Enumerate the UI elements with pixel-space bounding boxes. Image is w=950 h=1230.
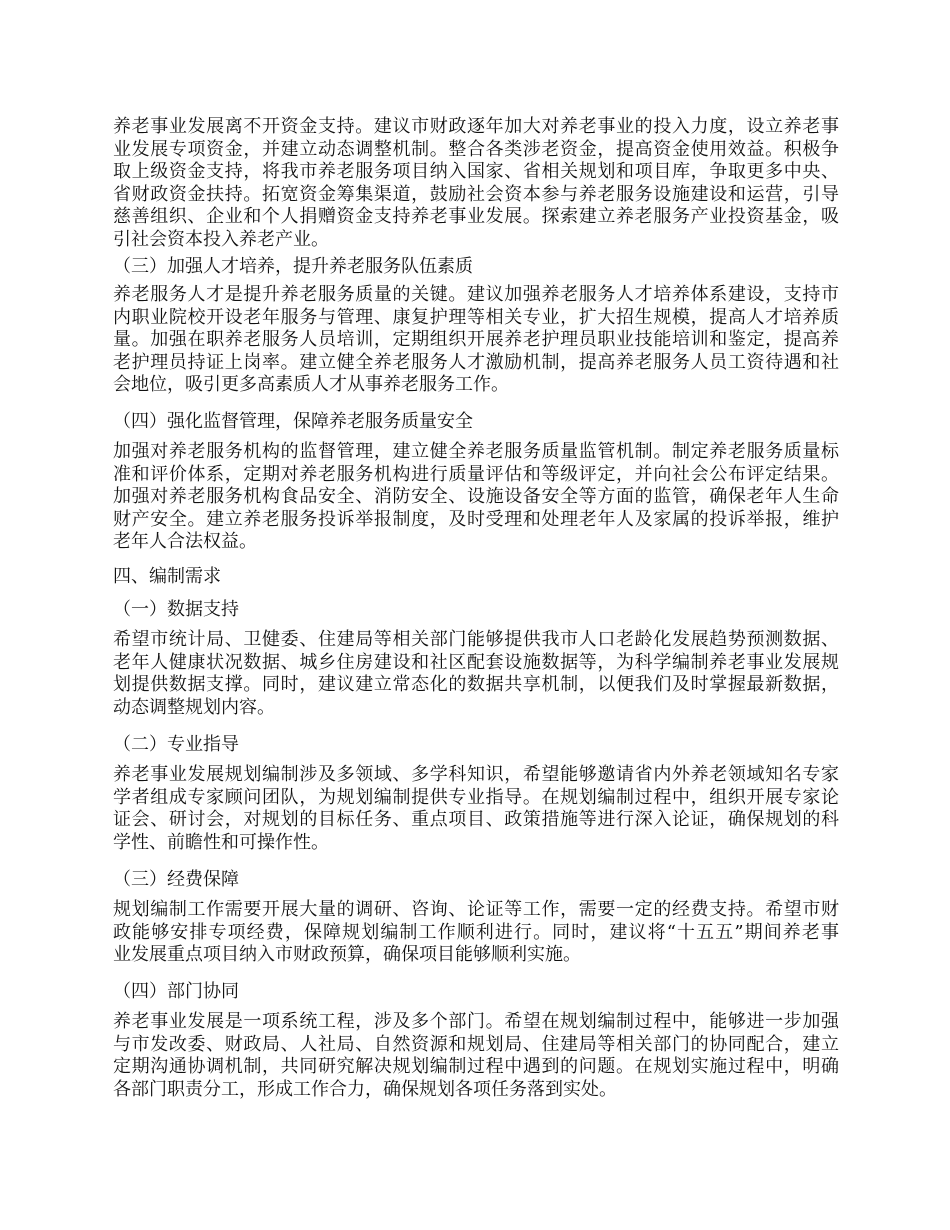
section-heading: （三）经费保障	[113, 869, 239, 890]
paragraph-line: 准和评价体系，定期对养老服务机构进行质量评估和等级评定，并向社会公布评定结果。	[113, 463, 839, 485]
paragraph-line: 加强对养老服务机构食品安全、消防安全、设施设备安全等方面的监管，确保老年人生命	[113, 486, 839, 507]
paragraph-line: 业发展专项资金，并建立动态调整机制。整合各类涉老资金，提高资金使用效益。积极争	[113, 138, 839, 160]
paragraph-line: 证会、研讨会，对规划的目标任务、重点项目、政策措施等进行深入论证，确保规划的科	[113, 809, 839, 830]
section-heading: （三）加强人才培养，提升养老服务队伍素质	[113, 256, 473, 277]
paragraph-line: 希望市统计局、卫健委、住建局等相关部门能够提供我市人口老龄化发展趋势预测数据、	[113, 629, 839, 650]
paragraph-line: 老年人合法权益。	[113, 531, 257, 552]
paragraph-line: 规划编制工作需要开展大量的调研、咨询、论证等工作，需要一定的经费支持。希望市财	[113, 899, 839, 920]
paragraph-line: 取上级资金支持，将我市养老服务项目纳入国家、省相关规划和项目库，争取更多中央、	[113, 161, 839, 182]
paragraph-line: 各部门职责分工，形成工作合力，确保规划各项任务落到实处。	[113, 1078, 617, 1100]
paragraph-line: 引社会资本投入养老产业。	[113, 228, 329, 250]
paragraph-line: 养老事业发展是一项系统工程，涉及多个部门。希望在规划编制过程中，能够进一步加强	[113, 1011, 839, 1032]
paragraph-line: 定期沟通协调机制，共同研究解决规划编制过程中遇到的问题。在规划实施过程中，明确	[113, 1056, 839, 1077]
paragraph-line: 加强对养老服务机构的监督管理，建立健全养老服务质量监管机制。制定养老服务质量标	[113, 441, 839, 462]
paragraph-line: 政能够安排专项经费，保障规划编制工作顺利进行。同时，建议将“十五五”期间养老事	[113, 921, 839, 943]
paragraph-line: 与市发改委、财政局、人社局、自然资源和规划局、住建局等相关部门的协同配合，建立	[113, 1033, 839, 1055]
paragraph-line: 学性、前瞻性和可操作性。	[113, 831, 329, 853]
section-heading: （一）数据支持	[113, 599, 239, 620]
paragraph-line: 省财政资金扶持。拓宽资金筹集渠道，鼓励社会资本参与养老服务设施建设和运营，引导	[113, 183, 839, 205]
paragraph-line: 动态调整规划内容。	[113, 696, 275, 718]
section-heading: 四、编制需求	[113, 566, 221, 587]
paragraph-line: 会地位，吸引更多高素质人才从事养老服务工作。	[113, 374, 509, 395]
section-heading: （四）强化监督管理，保障养老服务质量安全	[113, 411, 473, 432]
paragraph-line: 量。加强在职养老服务人员培训，定期组织开展养老护理员职业技能培训和鉴定，提高养	[113, 329, 839, 350]
paragraph-line: 老年人健康状况数据、城乡住房建设和社区配套设施数据等，为科学编制养老事业发展规	[113, 651, 839, 673]
section-heading: （二）专业指导	[113, 734, 239, 755]
paragraph-line: 划提供数据支撑。同时，建议建立常态化的数据共享机制，以便我们及时掌握最新数据，	[113, 674, 839, 695]
paragraph	[113, 116, 839, 251]
paragraph-line: 养老服务人才是提升养老服务质量的关键。建议加强养老服务人才培养体系建设，支持市	[113, 284, 839, 305]
paragraph	[113, 1011, 839, 1101]
paragraph-line: 业发展重点项目纳入市财政预算，确保项目能够顺利实施。	[113, 944, 581, 965]
paragraph-line: 慈善组织、企业和个人捐赠资金支持养老事业发展。探索建立养老服务产业投资基金，吸	[113, 206, 839, 227]
paragraph	[113, 899, 839, 967]
paragraph-line: 学者组成专家顾问团队，为规划编制提供专业指导。在规划编制过程中，组织开展专家论	[113, 786, 839, 808]
paragraph-line: 内职业院校开设老年服务与管理、康复护理等相关专业，扩大招生规模，提高人才培养质	[113, 306, 839, 328]
paragraph	[113, 284, 839, 397]
paragraph	[113, 764, 839, 854]
paragraph-line: 养老事业发展离不开资金支持。建议市财政逐年加大对养老事业的投入力度，设立养老事	[113, 116, 839, 137]
paragraph	[113, 629, 839, 719]
paragraph-line: 财产安全。建立养老服务投诉举报制度，及时受理和处理老年人及家属的投诉举报，维护	[113, 508, 839, 530]
section-heading: （四）部门协同	[113, 981, 239, 1002]
paragraph-line: 养老事业发展规划编制涉及多领域、多学科知识，希望能够邀请省内外养老领域知名专家	[113, 764, 839, 785]
paragraph	[113, 441, 839, 554]
paragraph-line: 老护理员持证上岗率。建立健全养老服务人才激励机制，提高养老服务人员工资待遇和社	[113, 351, 839, 373]
